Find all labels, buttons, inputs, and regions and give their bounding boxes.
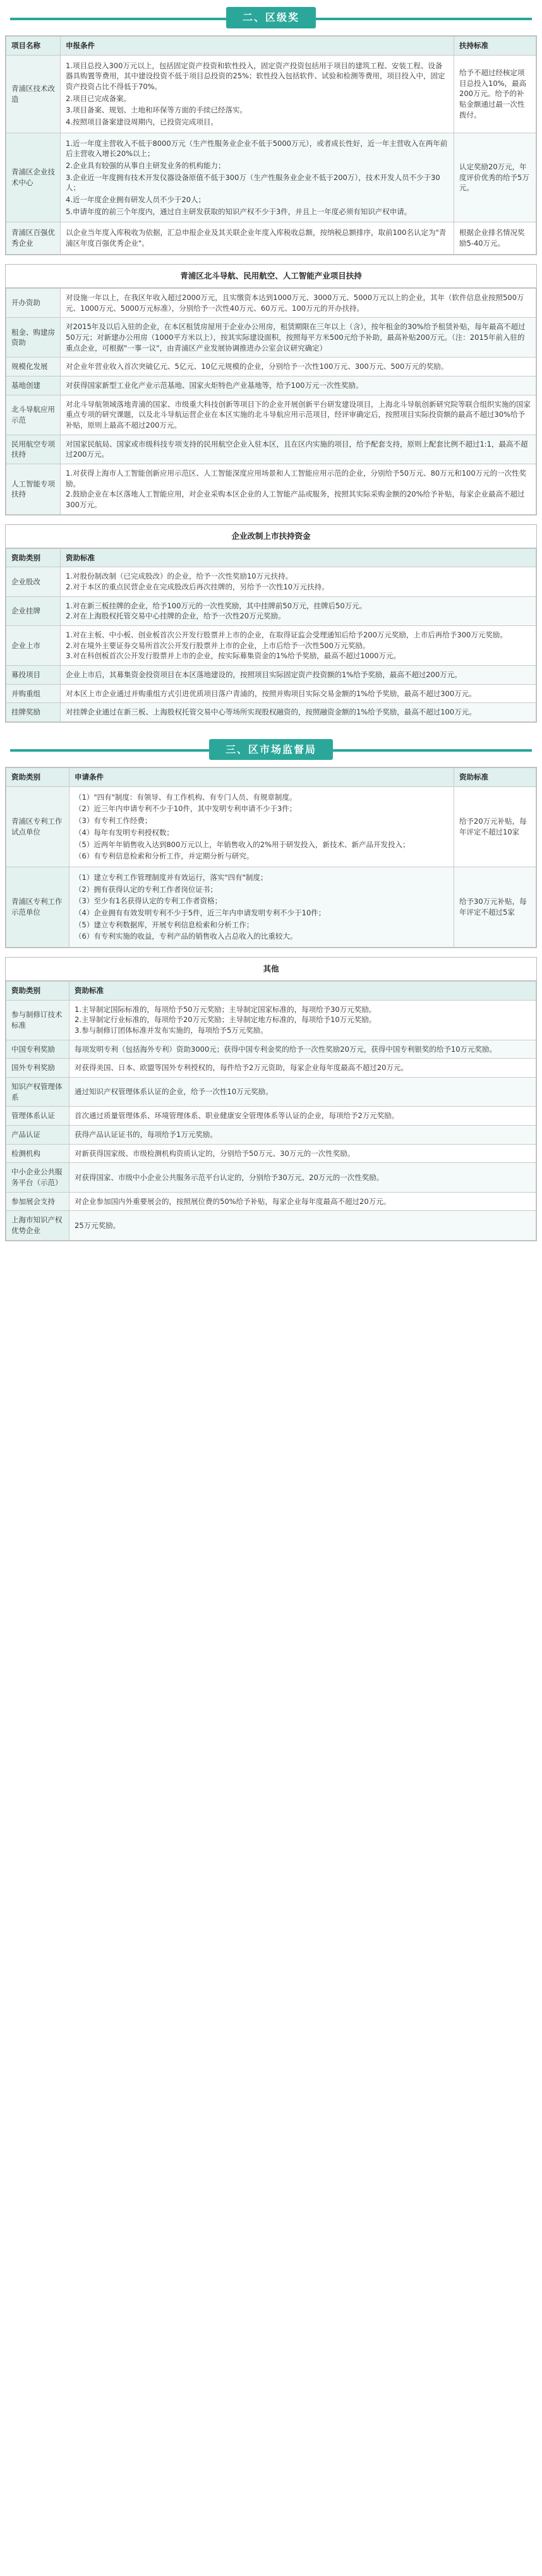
condition-item: （3）有专利工作经费； [75,816,152,826]
row-category: 上海市知识产权优势企业 [6,1211,69,1240]
banner-title: 二、区级奖 [226,7,316,28]
row-category: 产品认证 [6,1126,69,1145]
row-content: 对企业参加国内外重要展会的，按照展位费的50%给予补贴，每家企业每年度最高不超过20万元。 [69,1192,536,1211]
condition-item: 1.项目总投入300万元以上，包括固定资产投资和软性投入，固定资产投资包括用于项目的建筑工程、安装工程、设备器具购置等费用，其中建设投资不低于项目总投资的25%；软性投入包括软件、试验和检测等费用，项目投入中，固定资产投资占比不得低于70%。 [66,61,445,92]
condition-item: 以企业当年度入库税收为依据，汇总申报企业及其关联企业年度入库税收总额，按纳税总额排序，取前100名认定为"青浦区年度百强优秀企业"。 [66,228,447,248]
project-conditions [61,222,454,254]
project-standard: 根据企业排名情况奖励5-40万元。 [454,222,536,254]
row-content: 1.主导制定国际标准的，每项给予50万元奖励；主导制定国家标准的，每项给予30万元奖励。 2.主导制定行业标准的，每项给予20万元奖励；主导制定地方标准的，每项给予10万元奖励。 3.参与制修订团体标准并发布实施的，每项给予5万元奖励。 [69,1000,536,1040]
patent-pilot-table [5,767,537,948]
condition-item: （4）每年有发明专利授权数； [75,828,174,837]
row-category: 中小企业公共服务平台（示范） [6,1163,69,1192]
col-header-conditions: 申请条件 [69,768,454,787]
table-title: 企业改制上市扶持资金 [6,525,536,548]
table-row [6,1000,536,1040]
section-banner-district [5,0,537,35]
project-conditions [61,55,454,133]
row-category: 知识产权管理体系 [6,1078,69,1107]
table-row [6,1078,536,1107]
table-row [6,1163,536,1192]
table-row [6,395,536,435]
table-row [6,133,536,222]
row-content: 对设施一年以上，在我区年收入超过2000万元，且实缴资本达到1000万元、3000万元、5000万元以上的企业，其年（软件信息业按照500万元、1000万元、5000万元标准），分别给予一次性40万元、60万元、100万元的开办扶持。 [61,288,536,317]
row-category: 开办资助 [6,288,61,317]
condition-item: （6）有专利实施的收益，专利产品的销售收入占总收入的比重较大。 [75,932,298,941]
table-row [6,1126,536,1145]
banner-title: 三、区市场监督局 [209,739,333,760]
table-row [6,1107,536,1126]
project-standard: 认定奖励20万元，年度评价优秀的给予5万元。 [454,133,536,222]
condition-item: 3.项目备案、规划、土地和环保等方面的手续已经落实。 [66,105,247,115]
row-content: 1.对获得上海市人工智能创新应用示范区、人工智能深度应用场景和人工智能应用示范的企业，分别给予50万元、80万元和100万元的一次性奖励。 2.鼓励企业在本区落地人工智能应用，对企业采购本区企业的人工智能产品或服务，按照其实际采购金额的20%给予补贴，每家企业最高不超过300万元。 [61,464,536,514]
row-category: 中国专利奖励 [6,1040,69,1059]
row-content: 25万元奖励。 [69,1211,536,1240]
table-row [6,867,536,947]
row-category: 租金、购建房资助 [6,318,61,358]
condition-item: （5）建立专利数据库，开展专利信息检索和分析工作； [75,920,254,929]
category-name: 青浦区专利工作试点单位 [6,786,69,867]
table-row [6,222,536,254]
condition-item: 1.近一年度主营收入不低于8000万元（生产性服务业企业不低于5000万元），或者成长性好，近一年主营收入在两年前后主营收入增长20%以上； [66,138,448,159]
table-header-row [6,982,536,1001]
condition-item: 3.企业近一年度拥有技术开发仪器设备原值不低于300万（生产性服务业企业不低于200万），技术开发人员不少于30人； [66,172,440,193]
table-row [6,786,536,867]
table-row [6,1059,536,1078]
row-category: 民用航空专项扶持 [6,435,61,464]
table-row [6,626,536,666]
row-content: 对本区上市企业通过并购重组方式引进优质项目落户青浦的，按照并购项目实际交易金额的1%给予奖励，最高不超过300万元。 [61,684,536,703]
table-row [6,666,536,685]
col-header-category: 资助类别 [6,982,69,1001]
col-header-category: 资助类别 [6,548,61,567]
condition-item: 2.项目已完成备案。 [66,93,131,103]
table-row [6,1192,536,1211]
row-category: 检测机构 [6,1144,69,1163]
condition-item: （2）拥有获得认定的专利工作者岗位证书； [75,884,217,894]
other-support-table [5,957,537,1241]
col-header-conditions: 申报条件 [61,37,454,56]
row-content: 对新获得国家级、市级检测机构资质认定的，分别给予50万元、30万元的一次性奖励。 [69,1144,536,1163]
condition-item: （1）建立专利工作管理制度并有效运行，落实"四有"制度； [75,872,268,882]
table-row [6,55,536,133]
table-row [6,567,536,596]
row-category: 基地创建 [6,376,61,395]
page [0,0,542,1241]
table-row [6,376,536,395]
condition-item: （5）近两年年销售收入达到800万元以上，年销售收入的2%用于研发投入，新技术、新产品开发投入； [75,840,410,849]
row-category: 参与制修订技术标准 [6,1000,69,1040]
row-content: 对企业年营业收入首次突破亿元、5亿元、10亿元规模的企业，分别给予一次性100万元、300万元、500万元的奖励。 [61,358,536,376]
table-row [6,703,536,722]
row-category: 企业挂牌 [6,596,61,625]
row-content: 1.对在主板、中小板、创业板首次公开发行股票并上市的企业，在取得证监会受理通知后给予200万元奖励，上市后再给予300万元奖励。 2.对在境外主要证券交易所首次公开发行股票并上市的企业，上市后给予一次性500万元奖励。 3.对在科创板首次公开发行股票并上市的企业，按实际募集资金的1%给予奖励，最高不超过1000万元。 [61,626,536,666]
table-row [6,596,536,625]
project-conditions [61,133,454,222]
row-category: 规模化发展 [6,358,61,376]
condition-item: （4）企业拥有有效发明专利不少于5件，近三年内申请发明专利不少于10件； [75,908,326,917]
row-content: 首次通过质量管理体系、环境管理体系、职业健康安全管理体系等认证的企业，每项给予2万元奖励。 [69,1107,536,1126]
condition-item: 4.近一年度企业拥有研发人员不少于20人； [66,195,206,205]
col-header-project: 项目名称 [6,37,61,56]
row-category: 管理体系认证 [6,1107,69,1126]
col-header-standard: 扶持标准 [454,37,536,56]
row-content: 对2015年及以后入驻的企业，在本区租赁房屋用于企业办公用房，租赁期限在三年以上（含），按年租金的30%给予租赁补贴，每年最高不超过50万元；对新建办公用房（1000平方米以上），按其实际建设面积，按照每平方米500元给予补助，最高补贴200万元。（注：2015年前入驻的重点企业，可根据"一事一议"，由青浦区产业发展协调推进办公室会议研究确定） [61,318,536,358]
row-content: 对挂牌企业通过在新三板、上海股权托管交易中心等场所实现股权融资的，按照融资金额的1%给予奖励，最高不超过100万元。 [61,703,536,722]
row-content: 企业上市后，其募集资金投资项目在本区落地建设的，按照项目实际固定资产投资额的1%给予奖励，最高不超过200万元。 [61,666,536,685]
project-standard: 给予不超过经核定项目总投入10%，最高200万元。给予的补贴金额通过最一次性拨付。 [454,55,536,133]
row-content: 获得产品认证证书的，每项给予1万元奖励。 [69,1126,536,1145]
condition-item: （1）"四有"制度：有领导、有工作机构、有专门人员、有规章制度。 [75,792,297,802]
district-award-table [5,35,537,255]
industry-support-table [5,264,537,515]
col-header-category: 资助类别 [6,768,69,787]
col-header-standard: 资助标准 [61,548,536,567]
table-row [6,1211,536,1240]
row-content: 每项发明专利（包括海外专利）资助3000元；获得中国专利金奖的给予一次性奖励20万元，获得中国专利银奖的给予10万元奖励。 [69,1040,536,1059]
table-header-row [6,768,536,787]
condition-item: 4.按照项目备案建设周期内，已投资完成项目。 [66,117,218,127]
table-row [6,1144,536,1163]
row-category: 企业上市 [6,626,61,666]
row-category: 挂牌奖励 [6,703,61,722]
table-title: 青浦区北斗导航、民用航空、人工智能产业项目扶持 [6,265,536,288]
row-content: 对国家民航局、国家或市级科技专项支持的民用航空企业入驻本区，且在区内实施的项目，给予配套支持，原则上配套比例不超过1:1，最高不超过200万元。 [61,435,536,464]
table-row [6,288,536,317]
col-header-standard: 资助标准 [454,768,536,787]
row-content: 对北斗导航领域落地青浦的国家、市级重大科技创新等项目下的企业开展创新平台研发建设项目，上海北斗导航创新研究院等联合组织实施的国家重点专项的研究课题，以及北斗导航运营企业在本区实施的北斗导航应用示范项目，经评审确定后，按照项目实际投资额的最高不超过30%给予补贴，原则上最高不超过200万元。 [61,395,536,435]
listing-support-table [5,524,537,723]
condition-item: 5.申请年度的前三个年度内，通过自主研发获取的知识产权不少于3件，并且上一年度必须有知识产权申请。 [66,207,412,216]
table-header-row [6,37,536,56]
table-header-row [6,548,536,567]
project-name: 青浦区企业技术中心 [6,133,61,222]
category-conditions [69,867,454,947]
table-row [6,435,536,464]
row-category: 国外专利奖励 [6,1059,69,1078]
category-conditions [69,786,454,867]
row-content: 1.对在新三板挂牌的企业，给予100万元的一次性奖励，其中挂牌前50万元，挂牌后50万元。 2.对在上海股权托管交易中心挂牌的企业，给予一次性20万元奖励。 [61,596,536,625]
row-category: 人工智能专项扶持 [6,464,61,514]
col-header-standard: 资助标准 [69,982,536,1001]
table-row [6,684,536,703]
project-name: 青浦区技术改造 [6,55,61,133]
row-content: 通过知识产权管理体系认证的企业，给予一次性10万元奖励。 [69,1078,536,1107]
row-content: 1.对股份制改制（已完成股改）的企业，给予一次性奖励10万元扶持。 2.对于本区的重点民营企业在完成股改后再次挂牌的，另给予一次性10万元扶持。 [61,567,536,596]
row-category: 企业股改 [6,567,61,596]
condition-item: （3）至少有1名获得认定的专利工作者资格； [75,896,222,906]
row-category: 参加展会支持 [6,1192,69,1211]
table-row [6,464,536,514]
condition-item: （2）近三年内申请专利不少于10件，其中发明专利申请不少于3件； [75,804,297,814]
row-category: 并购重组 [6,684,61,703]
category-name: 青浦区专利工作示范单位 [6,867,69,947]
category-standard: 给予30万元补贴，每年评定不超过5家 [454,867,536,947]
category-standard: 给予20万元补贴，每年评定不超过10家 [454,786,536,867]
row-category: 北斗导航应用示范 [6,395,61,435]
table-row [6,358,536,376]
section-banner-market [5,731,537,767]
table-row [6,318,536,358]
condition-item: （6）有专利信息检索和分析工作，并定期分析与研究。 [75,852,254,861]
table-title: 其他 [6,958,536,981]
row-content: 对获得国家、市级中小企业公共服务示范平台认定的，分别给予30万元、20万元的一次性奖励。 [69,1163,536,1192]
table-row [6,1040,536,1059]
project-name: 青浦区百强优秀企业 [6,222,61,254]
row-content: 对获得国家新型工业化产业示范基地、国家火炬特色产业基地等，给予100万元一次性奖励。 [61,376,536,395]
row-category: 募投项目 [6,666,61,685]
condition-item: 2.企业具有较强的从事自主研发业务的机构能力； [66,161,226,171]
row-content: 对获得美国、日本、欧盟等国外专利授权的，每件给予2万元资助，每家企业每年度最高不超过20万元。 [69,1059,536,1078]
